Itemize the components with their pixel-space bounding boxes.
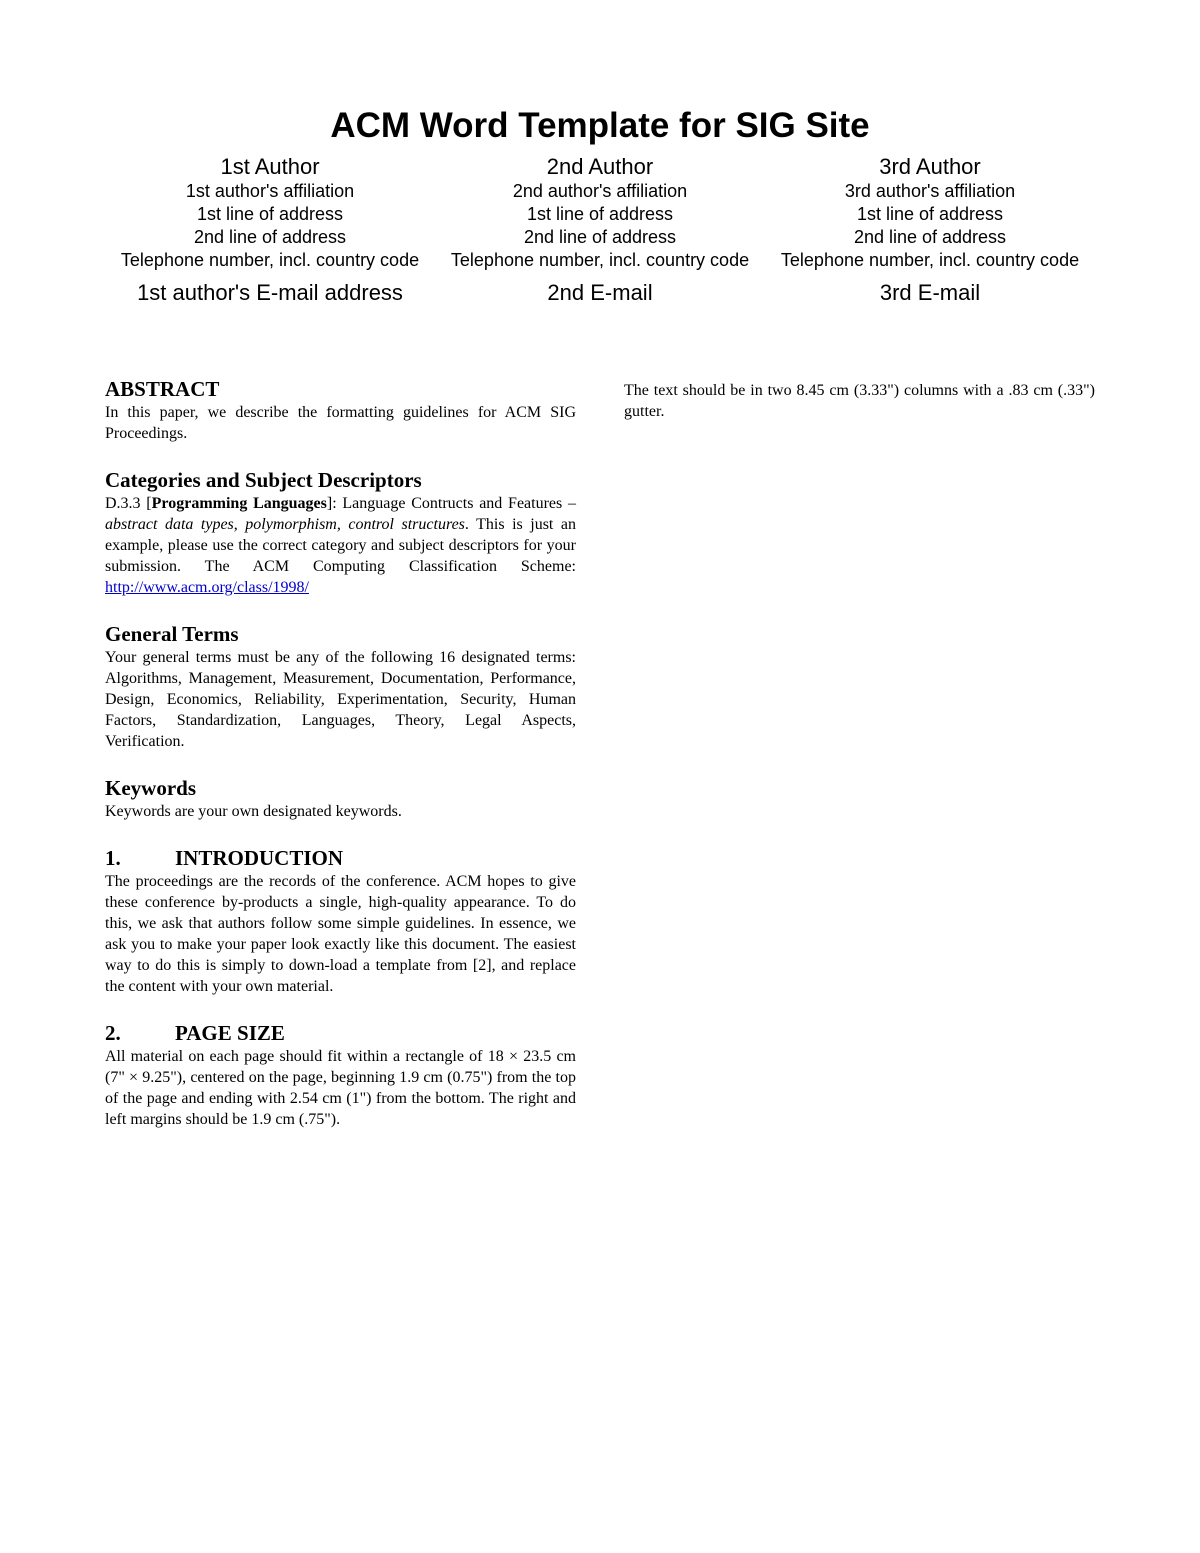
general-terms-text: Your general terms must be any of the following 16 designated terms: Algorithms, Management, Measurement, Documentation, Performance, Design, Economics, Reliability, Experimentation, Security, Human Factors, Standardization, Languages, Theory, Legal Aspects, Verification. — [105, 649, 576, 750]
acm-classification-link[interactable]: http://www.acm.org/class/1998/ — [105, 579, 309, 596]
categories-text — [105, 493, 576, 598]
author-address-line-1: 1st line of address — [196, 204, 344, 224]
category-descriptors: abstract data types, polymorphism, control structures — [105, 516, 465, 533]
column-text: The text should be in two 8.45 cm (3.33") columns with a .83 cm (.33") gutter. — [624, 382, 1095, 420]
abstract-text: In this paper, we describe the formatting guidelines for ACM SIG Proceedings. — [105, 404, 576, 442]
author-address-line-2: 2nd line of address — [853, 227, 1007, 247]
author-phone: Telephone number, incl. country code — [780, 250, 1080, 270]
section-number: 1. — [105, 846, 121, 870]
category-code: D.3.3 [ — [105, 495, 152, 512]
page-size-text: All material on each page should fit within a rectangle of 18 × 23.5 cm (7" × 9.25"), centered on the page, beginning 1.9 cm (0.75") from the top of the page and ending with 2.54 cm (1") from the bottom. The right and left margins should be 1.9 cm (.75"). — [105, 1048, 576, 1128]
author-name: 3rd Author — [879, 154, 981, 179]
introduction-heading — [105, 845, 576, 871]
category-subject: ]: Language Contructs and Features – — [326, 495, 576, 512]
introduction-text: The proceedings are the records of the conference. ACM hopes to give these conference by-products a single, high-quality appearance. To do this, we ask that authors follow some simple guidelines. In essence, we ask you to make your paper look exactly like this document. The easiest way to do this is simply to down-load a template from [2], and replace the content with your own material. — [105, 873, 576, 995]
author-1 — [105, 154, 435, 306]
author-address-line-2: 2nd line of address — [523, 227, 677, 247]
paper-title: ACM Word Template for SIG Site — [330, 106, 870, 145]
page-size-heading — [105, 1020, 576, 1046]
author-phone: Telephone number, incl. country code — [120, 250, 420, 270]
right-column — [624, 380, 1095, 422]
author-email: 2nd E-mail — [547, 280, 653, 305]
author-address-line-2: 2nd line of address — [193, 227, 347, 247]
abstract-heading: ABSTRACT — [105, 377, 220, 401]
author-email: 3rd E-mail — [879, 280, 981, 305]
author-affiliation: 2nd author's affiliation — [512, 181, 688, 201]
keywords-heading: Keywords — [105, 776, 196, 800]
category-name: Programming Languages — [151, 495, 327, 512]
author-affiliation: 1st author's affiliation — [185, 181, 355, 201]
author-name: 1st Author — [220, 154, 320, 179]
category-note: . This is just an example, please use the correct category and subject descriptors for your submission. The ACM Computing Classification Scheme: — [105, 516, 576, 575]
section-number: 2. — [105, 1021, 121, 1045]
author-address-line-1: 1st line of address — [856, 204, 1004, 224]
author-2 — [435, 154, 765, 306]
author-address-line-1: 1st line of address — [526, 204, 674, 224]
author-name: 2nd Author — [546, 154, 654, 179]
author-phone: Telephone number, incl. country code — [450, 250, 750, 270]
author-3 — [765, 154, 1095, 306]
categories-heading: Categories and Subject Descriptors — [105, 468, 422, 492]
section-title: PAGE SIZE — [175, 1021, 285, 1045]
keywords-text: Keywords are your own designated keywords. — [105, 803, 402, 820]
section-title: INTRODUCTION — [175, 846, 344, 870]
left-column — [105, 376, 576, 1130]
author-email: 1st author's E-mail address — [137, 280, 403, 305]
author-affiliation: 3rd author's affiliation — [844, 181, 1016, 201]
author-block — [105, 154, 1095, 306]
general-terms-heading: General Terms — [105, 622, 239, 646]
